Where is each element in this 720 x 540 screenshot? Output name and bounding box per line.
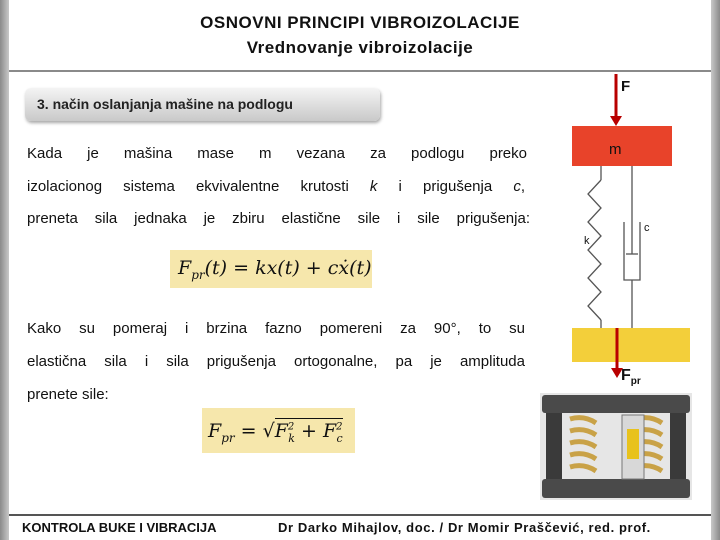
para1-line2-text-d: ,: [520, 178, 525, 195]
footer-course: KONTROLA BUKE I VIBRACIJA: [22, 520, 217, 535]
para2-line1: Kako su pomeraj i brzina fazno pomereni za 90°, to su: [27, 320, 525, 337]
force-label: F: [621, 78, 631, 95]
transmitted-force-label: $F_{pr}$: [621, 367, 641, 388]
spring-label: k: [584, 235, 590, 247]
para1-line3: preneta sila jednaka je zbiru elastične sile i sile prigušenja:: [27, 210, 530, 227]
symbol-k: k: [369, 178, 378, 195]
spring-symbol: [588, 180, 601, 320]
footer-authors: Dr Darko Mihajlov, doc. / Dr Momir Praščević, red. prof.: [278, 520, 651, 535]
para1-line2-text-a: izolacionog sistema ekvivalentne krutosti: [27, 178, 370, 195]
para1-line2-text-b: i prigušenja: [377, 178, 514, 195]
section-heading-box: [25, 88, 380, 121]
para1-line2: [27, 178, 525, 195]
mass-label: m: [609, 141, 622, 158]
para2-line2: elastična sila i sila prigušenja ortogonalne, pa je amplituda: [27, 353, 525, 370]
para2-line3: prenete sile:: [27, 386, 109, 403]
left-frame-bar: [0, 0, 9, 540]
footer-divider: [9, 514, 711, 516]
mass-block: [572, 126, 672, 166]
formula-transmitted-force: $F_{pr}(t) = kx(t)$ + cẋ(t): [178, 257, 372, 282]
right-frame-bar: [711, 0, 720, 540]
damper-label: c: [644, 222, 650, 234]
slide-title: OSNOVNI PRINCIPI VIBROIZOLACIJE: [200, 13, 520, 32]
applied-force-arrowhead: [610, 116, 622, 126]
section-heading: 3. način oslanjanja mašine na podlogu: [37, 96, 293, 112]
slide-subtitle: Vrednovanje vibroizolacije: [246, 38, 474, 57]
slide-header: [9, 10, 711, 60]
isolation-system-diagram: [540, 72, 705, 392]
formula-amplitude: $F_{pr} = √F^2_k + F^2_c$: [208, 420, 343, 445]
isolator-photo: [540, 393, 692, 500]
ground-block: [572, 328, 690, 362]
formula-box-1: [170, 250, 372, 288]
para1-line1: Kada je mašina mase m vezana za podlogu preko: [27, 145, 527, 162]
formula-box-2: [202, 408, 355, 453]
symbol-c: c: [513, 178, 521, 195]
